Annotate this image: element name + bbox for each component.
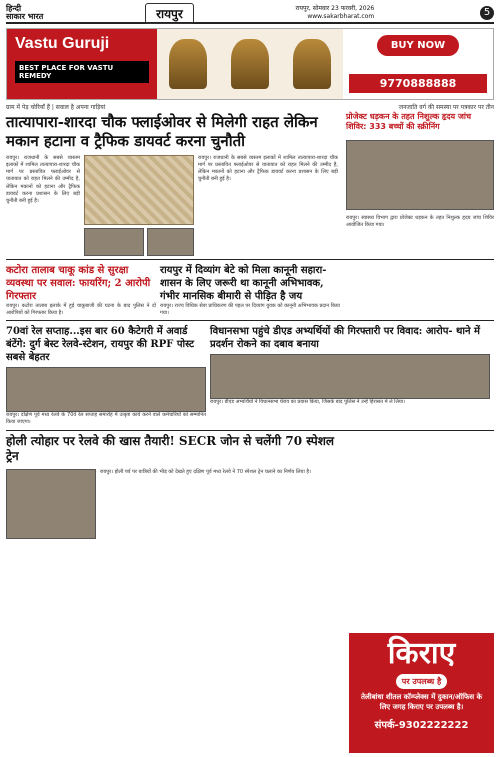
ad-phone[interactable]: 9770888888 (349, 74, 487, 93)
story5-headline: विधानसभा पहुंचे डीएड अभ्यर्थियों की गिरफ्तारी पर विवाद: आरोप- थाने में प्रदर्शन रोकने का दबाव बनाया (210, 326, 481, 350)
train-photo (6, 469, 96, 539)
divider (6, 259, 494, 260)
story6-body: रायपुर। होली पर्व पर यात्रियों की भीड़ को देखते हुए दक्षिण पूर्व मध्य रेलवे ने 70 स्पेशल ट्रेन चलाने का निर्णय लिया है। (100, 468, 311, 475)
strip-left: ग्राम में पेड़ चोरियाँ हैं | सवाल है अपना गाड़ियां (6, 104, 106, 111)
idol-image (231, 39, 269, 89)
health-camp-photo (346, 140, 494, 210)
story6-headline: होली त्योहार पर रेलवे की खास तैयारी! SECR जोन से चलेंगी 70 स्पेशल ट्रेन (6, 433, 335, 464)
brand-small: हिन्दी (6, 4, 22, 13)
story1-media (84, 155, 194, 256)
story5 (210, 325, 490, 427)
story1-photos (84, 228, 194, 256)
route-map-image (84, 155, 194, 225)
ad-left-panel (7, 29, 157, 99)
story6 (6, 434, 336, 539)
story6-cols (6, 469, 336, 539)
story3 (160, 264, 340, 318)
rent-classified-ad[interactable] (349, 633, 494, 753)
side-story-body: रायपुर। स्वास्थ्य विभाग द्वारा प्रोजेक्ट धड़कन के तहत निशुल्क हृदय जांच शिविर आयोजित किया गया। (346, 215, 494, 229)
story1-body-cont: रायपुर। राजधानी के सबसे व्यस्तम इलाकों में शामिल तात्यापारा-शारदा चौक मार्ग पर प्रस्तावित फ्लाईओवर से यातायात को राहत मिलने की उम्मीद है, लेकिन मकानों को हटाना और ट्रैफिक डायवर्ट करना प्रशासन के लिए बड़ी चुनौती बनी हुई है। (198, 154, 338, 183)
masthead (6, 4, 494, 24)
date-line (296, 5, 375, 21)
award-photo (6, 367, 206, 412)
story5-body: रायपुर। डीएड अभ्यर्थियों ने विधानसभा घेराव का प्रयास किया, जिसके बाद पुलिस ने उन्हें हिरासत में ले लिया। (210, 399, 405, 405)
rent-contact[interactable]: संपर्क-9302222222 (374, 719, 469, 731)
story1-headline: तात्यापारा-शारदा चौक फ्लाईओवर से मिलेगी राहत लेकिन मकान हटाना व ट्रैफिक डायवर्ट करना चुनौती (6, 113, 318, 150)
brand-name: साकार भारत (6, 12, 44, 21)
website-text: www.sakarbharat.com (307, 13, 375, 20)
rent-title: किराए (387, 636, 456, 671)
brass-idol-image (293, 39, 331, 89)
top-strip (6, 103, 494, 111)
story1-body: रायपुर। राजधानी के सबसे व्यस्तम इलाकों में शामिल तात्यापारा-शारदा चौक मार्ग पर प्रस्तावित फ्लाईओवर से यातायात को राहत मिलने की उम्मीद है, लेकिन मकानों को हटाना और ट्रैफिक डायवर्ट करना प्रशासन के लिए बड़ी चुनौती बनी हुई है। (6, 154, 80, 204)
rent-text: तेलीबांधा शीतल कॉम्प्लेक्स में दुकान/ऑफिस के लिए जगह किराए पर उपलब्ध है। (361, 693, 482, 711)
rent-pill: पर उपलब्ध है (396, 674, 447, 689)
row2 (6, 264, 494, 318)
story4-body: रायपुर। दक्षिण पूर्व मध्य रेलवे के 70वें रेल सप्ताह समारोह में उत्कृष्ट कार्य करने वाले कर्मचारियों को सम्मानित किया जाएगा। (6, 412, 206, 426)
ad-product-images (157, 29, 343, 99)
side-story-headline: प्रोजेक्ट धड़कन के तहत निशुल्क हृदय जांच शिविर: 333 बच्चों की स्क्रीनिंग (346, 112, 472, 132)
page-number: 5 (480, 6, 494, 20)
vastu-ad-banner[interactable] (6, 28, 494, 100)
ad-right-panel (343, 29, 493, 99)
buy-now-button[interactable]: BUY NOW (377, 35, 459, 56)
protest-photo (210, 354, 490, 399)
story4-headline: 70वां रेल सप्ताह...इस बार 60 कैटेगरी में अवार्ड बंटेंगे: दुर्ग बेस्ट रेलवे-स्टेशन, रायपुर की RPF पोस्ट सबसे बेहतर (6, 326, 195, 363)
horse-statue-image (169, 39, 207, 89)
photo (147, 228, 194, 256)
date-text: रायपुर, सोमवार 23 फरवरी, 2026 (295, 5, 375, 13)
row3 (6, 325, 494, 427)
edition-city: रायपुर (145, 3, 194, 24)
ad-brand: Vastu Guruji (15, 35, 110, 52)
divider (6, 320, 494, 321)
story4 (6, 325, 206, 427)
divider (6, 430, 494, 431)
story2-body: रायपुर। कटोरा तालाब इलाके में हुई चाकूबाजी की घटना के बाद पुलिस ने दो आरोपियों को गिरफ्तार किया है। (6, 302, 156, 316)
strip-right: जनजाति वर्ग की समस्या पर पत्रकार पर तीन (398, 104, 494, 111)
story2 (6, 264, 156, 318)
story3-headline: रायपुर में दिव्यांग बेटे को मिला कानूनी सहारा-शासन के लिए जरूरी था कानूनी अभिभावक, गंभीर मानसिक बीमारी से पीड़ित है जय (160, 264, 327, 302)
story3-body: रायपुर। राज्य विधिक सेवा प्राधिकरण की पहल पर दिव्यांग युवक को कानूनी अभिभावक प्रदान किया गया। (160, 302, 340, 316)
story2-headline: कटोरा तालाब चाकू कांड से सुरक्षा व्यवस्था पर सवाल: फायरिंग; 2 आरोपी गिरफ्तार (6, 264, 151, 302)
photo (84, 228, 144, 256)
newspaper-brand (6, 5, 43, 21)
ad-tagline: BEST PLACE FOR VASTU REMEDY (15, 61, 149, 83)
